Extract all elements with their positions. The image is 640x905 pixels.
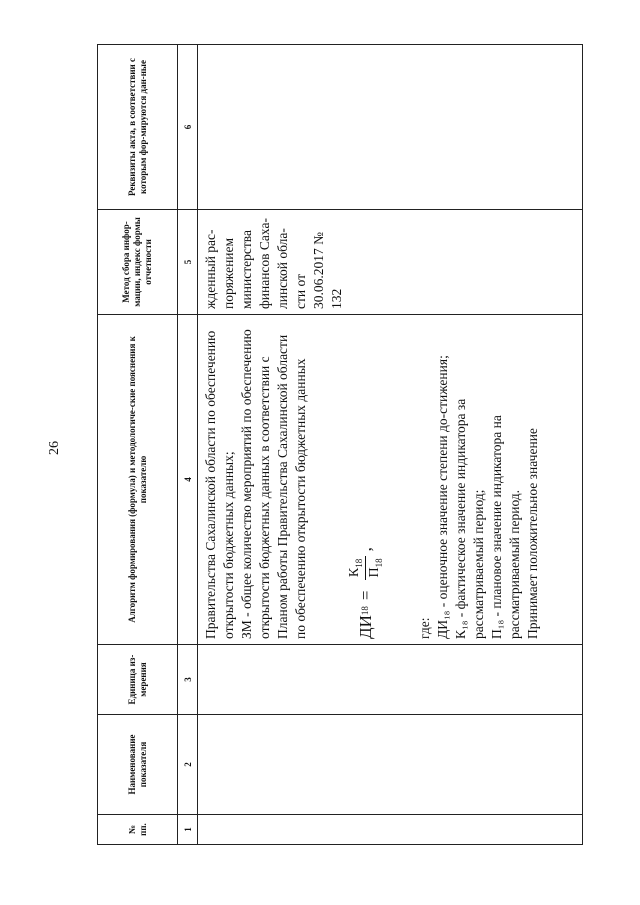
header-cell: Метод сбора инфор-мации, индекс формы отчетности — [98, 210, 178, 315]
indicator-table — [97, 44, 583, 845]
formula-denominator: П — [367, 567, 383, 578]
definition: П₁₈ - плановое значение индикатора на рассматриваемый период. — [489, 415, 523, 639]
formula-lhs-sub: 18 — [360, 606, 370, 616]
header-cell: Реквизиты акта, в соответствии с которым фор-мируются дан-ные — [98, 45, 178, 210]
column-number: 2 — [178, 715, 198, 815]
formula: ДИ 18 = $К_{18}$ $П_{18}$ , — [346, 547, 385, 639]
where-label: где: — [417, 617, 433, 639]
header-cell: № пп. — [98, 815, 178, 845]
cell-indicator-name — [198, 715, 583, 815]
formula-denominator-sub: 18 — [374, 558, 385, 568]
formula-numerator: К — [346, 567, 362, 578]
header-cell: Наименование показателя — [98, 715, 178, 815]
cell-unit — [198, 645, 583, 715]
column-number-row — [178, 45, 198, 845]
column-number: 4 — [178, 315, 198, 645]
rotated-table-container — [97, 45, 583, 845]
algorithm-text: ЗМ - общее количество мероприятий по обеспечению открытости бюджетных данных в соответствии с Планом работы Правительства Сахалинской области по обеспечению открытости бюджетных данных — [238, 329, 308, 639]
column-number: 5 — [178, 210, 198, 315]
header-cell: Единица из-мерения — [98, 645, 178, 715]
cell-method: жденный рас-поряжением министерства финансов Саха-линской обла-сти от 30.06.2017 № 132 — [198, 210, 583, 315]
algorithm-text: Правительства Сахалинской области по обеспечению открытости бюджетных данных; — [203, 330, 236, 639]
table-row — [198, 45, 583, 845]
cell-algorithm — [198, 315, 583, 645]
header-row — [98, 45, 178, 845]
column-number: 6 — [178, 45, 198, 210]
definition: К₁₈ - фактическое значение индикатора за рассматриваемый период; — [453, 398, 487, 639]
column-number: 1 — [178, 815, 198, 845]
column-number: 3 — [178, 645, 198, 715]
formula-numerator-sub: 18 — [353, 558, 364, 568]
cell-act-details — [198, 45, 583, 210]
header-cell: Алгоритм формирования (формула) и методологиче-ские пояснения к показателю — [98, 315, 178, 645]
page-number: 26 — [47, 441, 62, 455]
formula-fraction — [346, 555, 387, 580]
definition: ДИ₁₈ - оценочное значение степени до-стижения; — [435, 355, 451, 639]
formula-lhs: ДИ — [355, 615, 375, 639]
definition: Принимает положительное значение — [524, 428, 540, 639]
cell-number — [198, 815, 583, 845]
